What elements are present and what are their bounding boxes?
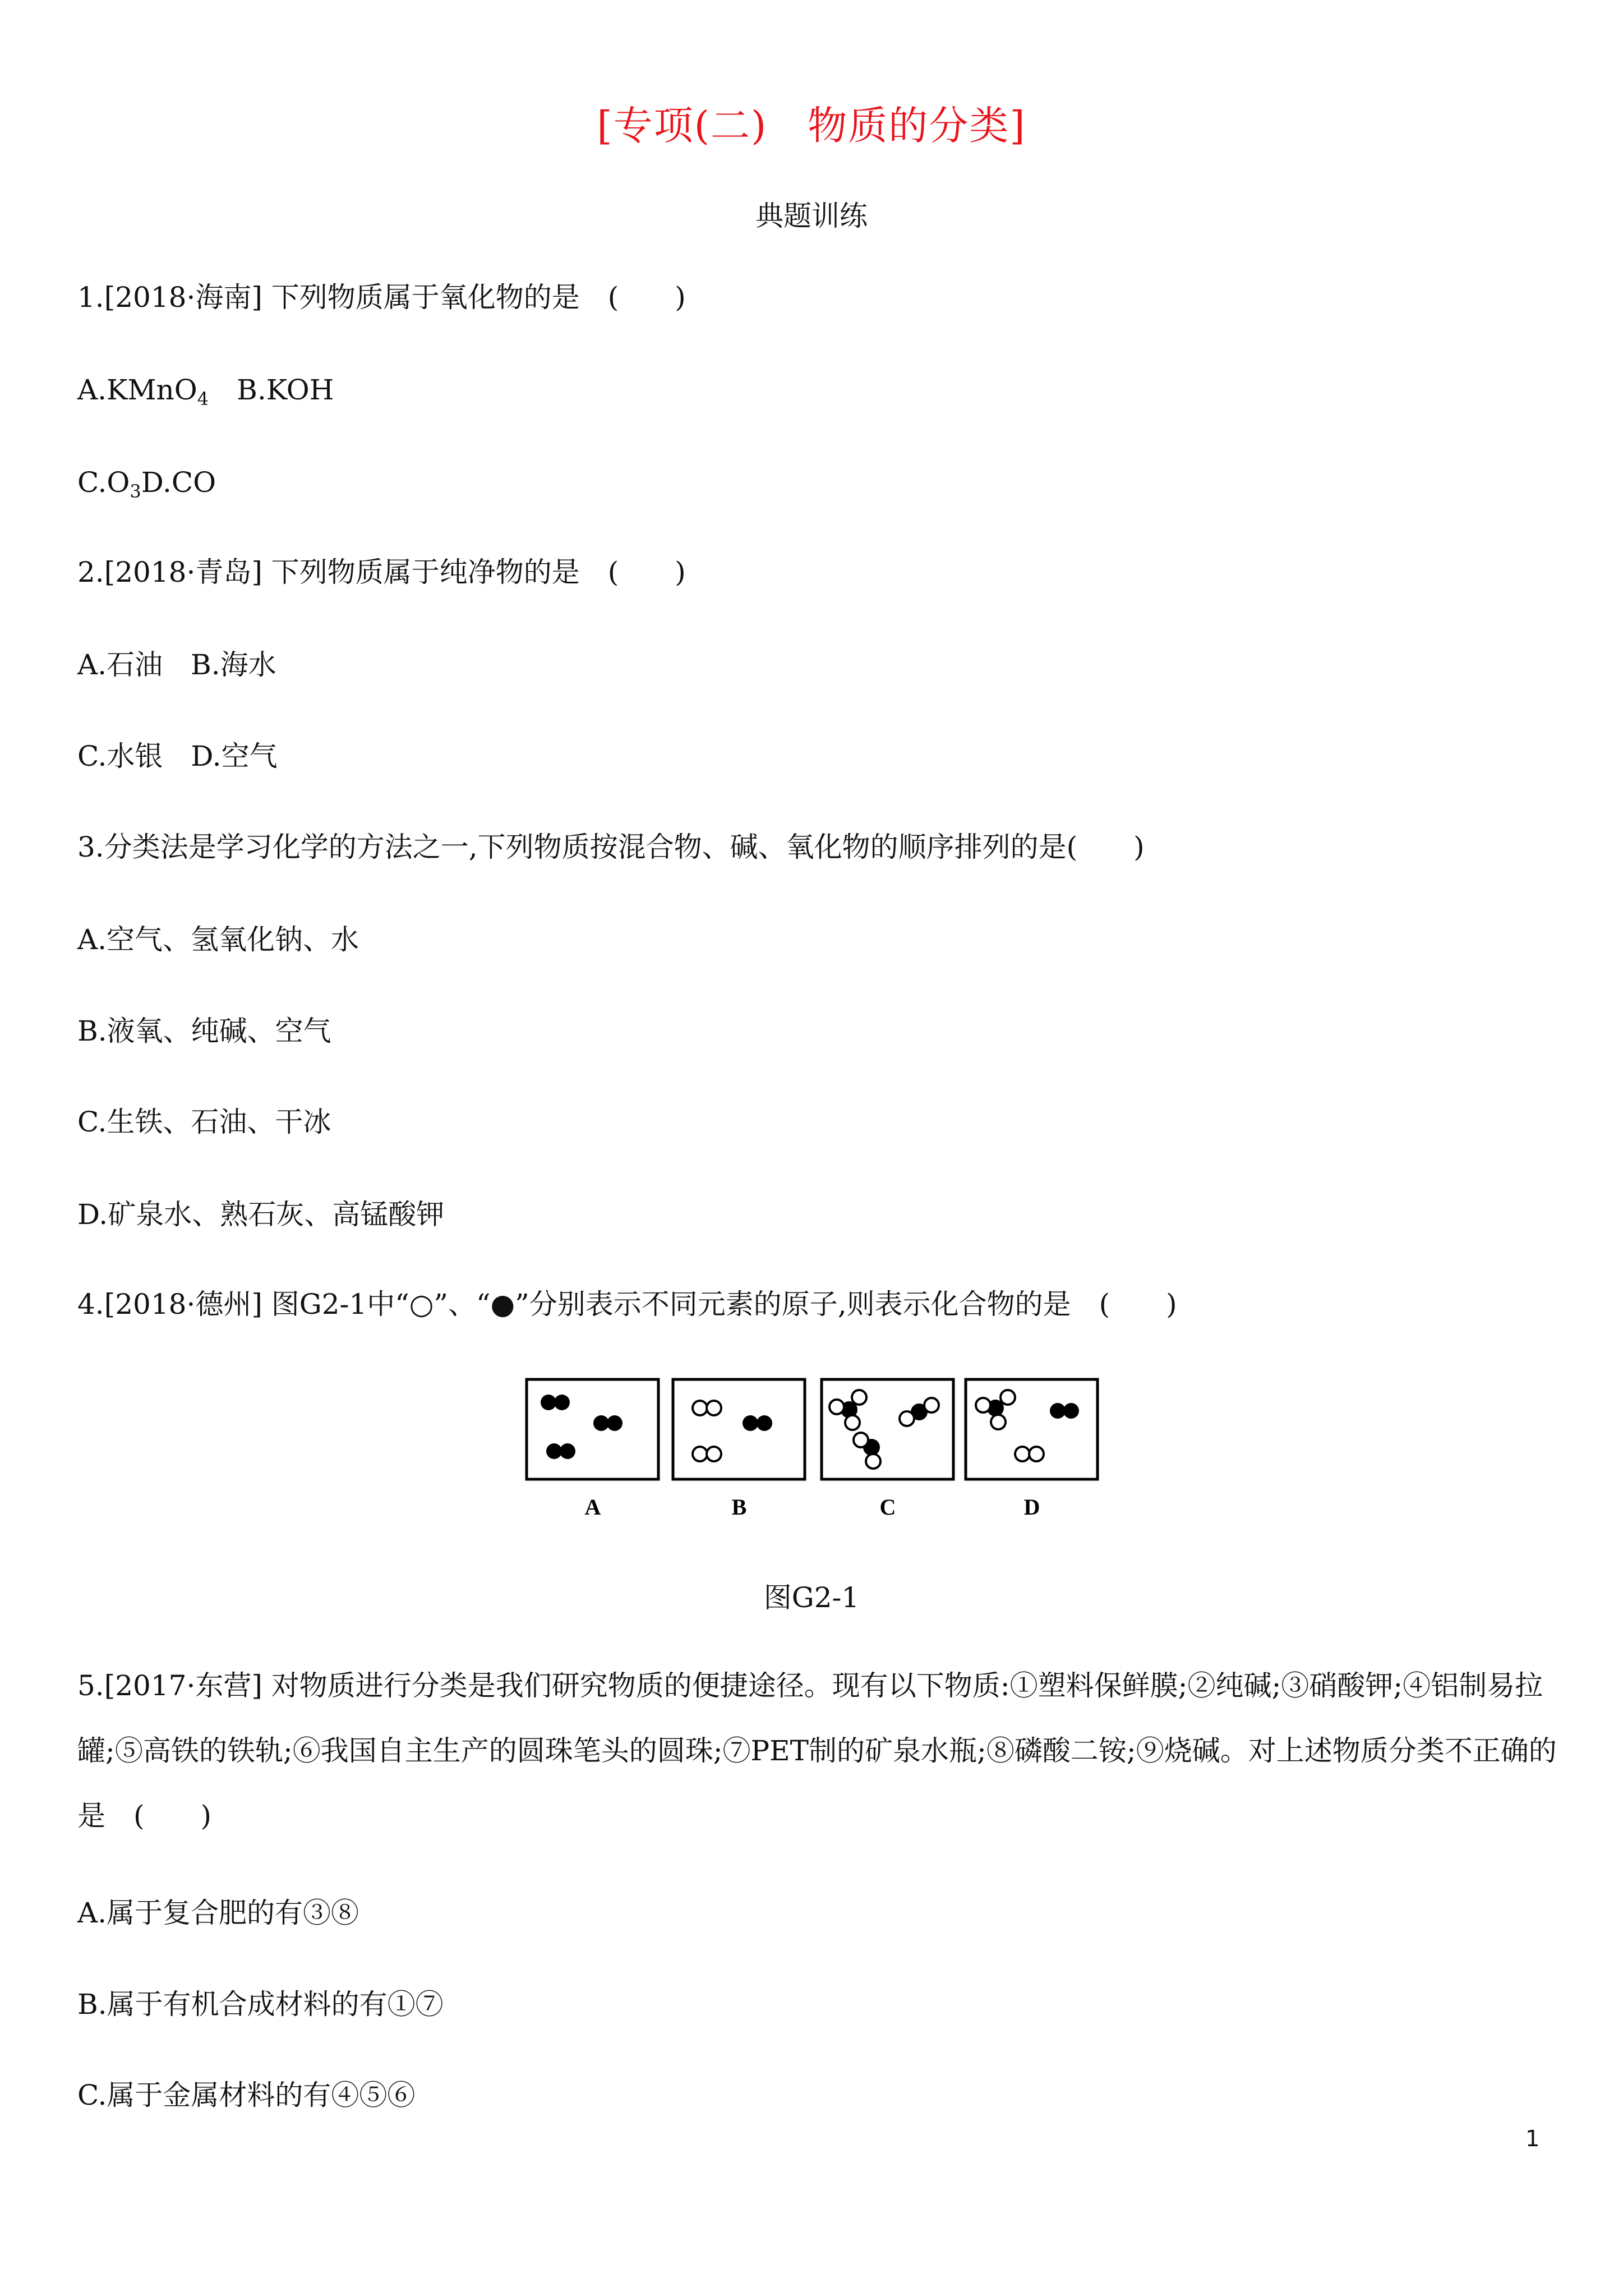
label-d: D — [1023, 1494, 1040, 1520]
box-d-molecules — [976, 1390, 1079, 1461]
question-3-option-c: C.生铁、石油、干冰 — [77, 1106, 331, 1138]
question-2-stem: 2.[2018·青岛] 下列物质属于纯净物的是 ( ) — [77, 556, 686, 588]
label-c: C — [879, 1494, 896, 1520]
label-b: B — [731, 1494, 747, 1520]
option-c-subscript: 3 — [130, 481, 141, 502]
question-2-options-cd: C.水银 D.空气 — [77, 740, 278, 772]
box-a-molecules — [541, 1395, 623, 1459]
figure-caption: 图G2-1 — [763, 1581, 860, 1614]
question-3-option-b: B.液氧、纯碱、空气 — [77, 1015, 331, 1047]
question-5-option-b: B.属于有机合成材料的有①⑦ — [77, 1988, 444, 2021]
question-2-options-ab: A.石油 B.海水 — [77, 648, 276, 681]
box-b — [673, 1379, 805, 1479]
question-1-options-ab — [77, 373, 334, 416]
option-b-text: B.KOH — [209, 374, 334, 406]
question-5-option-a: A.属于复合肥的有③⑧ — [77, 1897, 359, 1929]
page-number: 1 — [1525, 2126, 1540, 2152]
question-3-option-d: D.矿泉水、熟石灰、高锰酸钾 — [77, 1198, 445, 1231]
page-title: [专项(二) 物质的分类] — [597, 103, 1026, 149]
question-3-option-a: A.空气、氢氧化钠、水 — [77, 923, 359, 956]
box-c-molecules — [829, 1390, 939, 1469]
label-a: A — [584, 1494, 601, 1520]
question-4-stem: 4.[2018·德州] 图G2-1中“○”、“●”分别表示不同元素的原子,则表示化合物的是 ( ) — [77, 1288, 1177, 1320]
question-5-stem: 5.[2017·东营] 对物质进行分类是我们研究物质的便捷途径。现有以下物质:①塑料保鲜膜;②纯碱;③硝酸钾;④铝制易拉罐;⑤高铁的铁轨;⑥我国自主生产的圆珠笔头的圆珠;⑦PET制的矿泉水瓶;⑧磷酸二铵;⑨烧碱。对上述物质分类不正确的是 ( ) — [77, 1669, 1557, 1832]
box-a — [527, 1379, 658, 1479]
box-d — [966, 1379, 1098, 1479]
question-1-options-cd — [77, 466, 216, 508]
option-a-subscript: 4 — [197, 388, 209, 409]
box-b-molecules — [693, 1401, 772, 1461]
option-d-text: D.CO — [141, 466, 216, 499]
section-subtitle: 典题训练 — [755, 200, 868, 232]
option-a-text: A.KMnO — [77, 374, 197, 406]
question-1-stem: 1.[2018·海南] 下列物质属于氧化物的是 ( ) — [77, 281, 686, 314]
atom-model-figure — [524, 1377, 1113, 1523]
option-c-text: C.O — [77, 466, 130, 499]
question-3-stem: 3.分类法是学习化学的方法之一,下列物质按混合物、碱、氧化物的顺序排列的是( ) — [77, 831, 1145, 863]
box-c — [822, 1379, 953, 1479]
question-5-option-c: C.属于金属材料的有④⑤⑥ — [77, 2079, 416, 2111]
